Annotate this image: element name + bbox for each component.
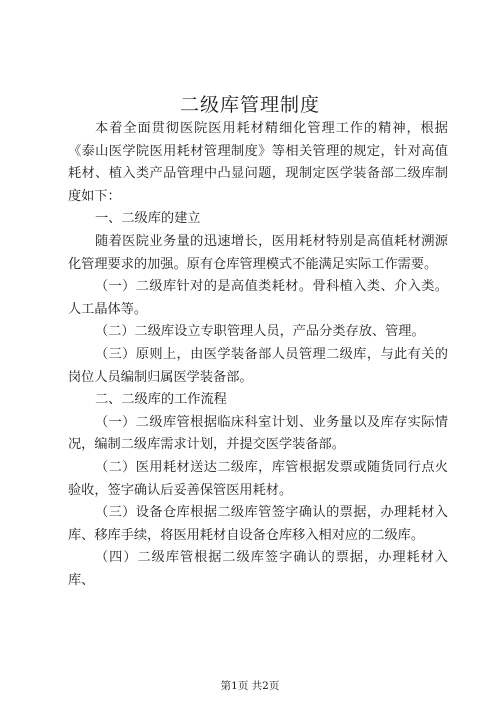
- section-heading: 一、二级库的建立: [95, 211, 201, 227]
- list-item: （二）医用耗材送达二级库，库管根据发票或随货同行点火验收，签字确认后妥善保管医用耗材。: [68, 459, 448, 498]
- page-footer: 第1页 共2页: [220, 680, 280, 692]
- section-heading: 二、二级库的工作流程: [95, 392, 227, 408]
- list-item: （一）二级库管根据临床科室计划、业务量以及库存实际情况，编制二级库需求计划，并提交医学装备部。: [68, 414, 448, 453]
- list-item: （二）二级库设立专职管理人员，产品分类存放、管理。: [95, 324, 425, 340]
- list-item: （三）设备仓库根据二级库管签字确认的票据，办理耗材入库、移库手续，将医用耗材自设备仓库移入相对应的二级库。: [68, 505, 448, 543]
- list-item: （三）原则上，由医学装备部人员管理二级库，与此有关的岗位人员编制归属医学装备部。: [68, 346, 448, 385]
- list-item: （一）二级库针对的是高值类耗材。骨科植入类、介入类。人工晶体等。: [68, 279, 448, 317]
- paragraph: 随着医院业务量的迅速增长，医用耗材特别是高值耗材溯源化管理要求的加强。原有仓库管理模式不能满足实际工作需要。: [68, 233, 448, 272]
- document-title: 二级库管理制度: [179, 94, 320, 116]
- document-body: [68, 118, 448, 592]
- list-item: （四）二级库管根据二级库签字确认的票据，办理耗材入库、: [68, 550, 448, 588]
- paragraph-intro: 本着全面贯彻医院医用耗材精细化管理工作的精神，根据《泰山医学院医用耗材管理制度》等相关管理的规定，针对高值耗材、植入类产品管理中凸显问题，现制定医学装备部二级库制度如下：: [68, 121, 448, 204]
